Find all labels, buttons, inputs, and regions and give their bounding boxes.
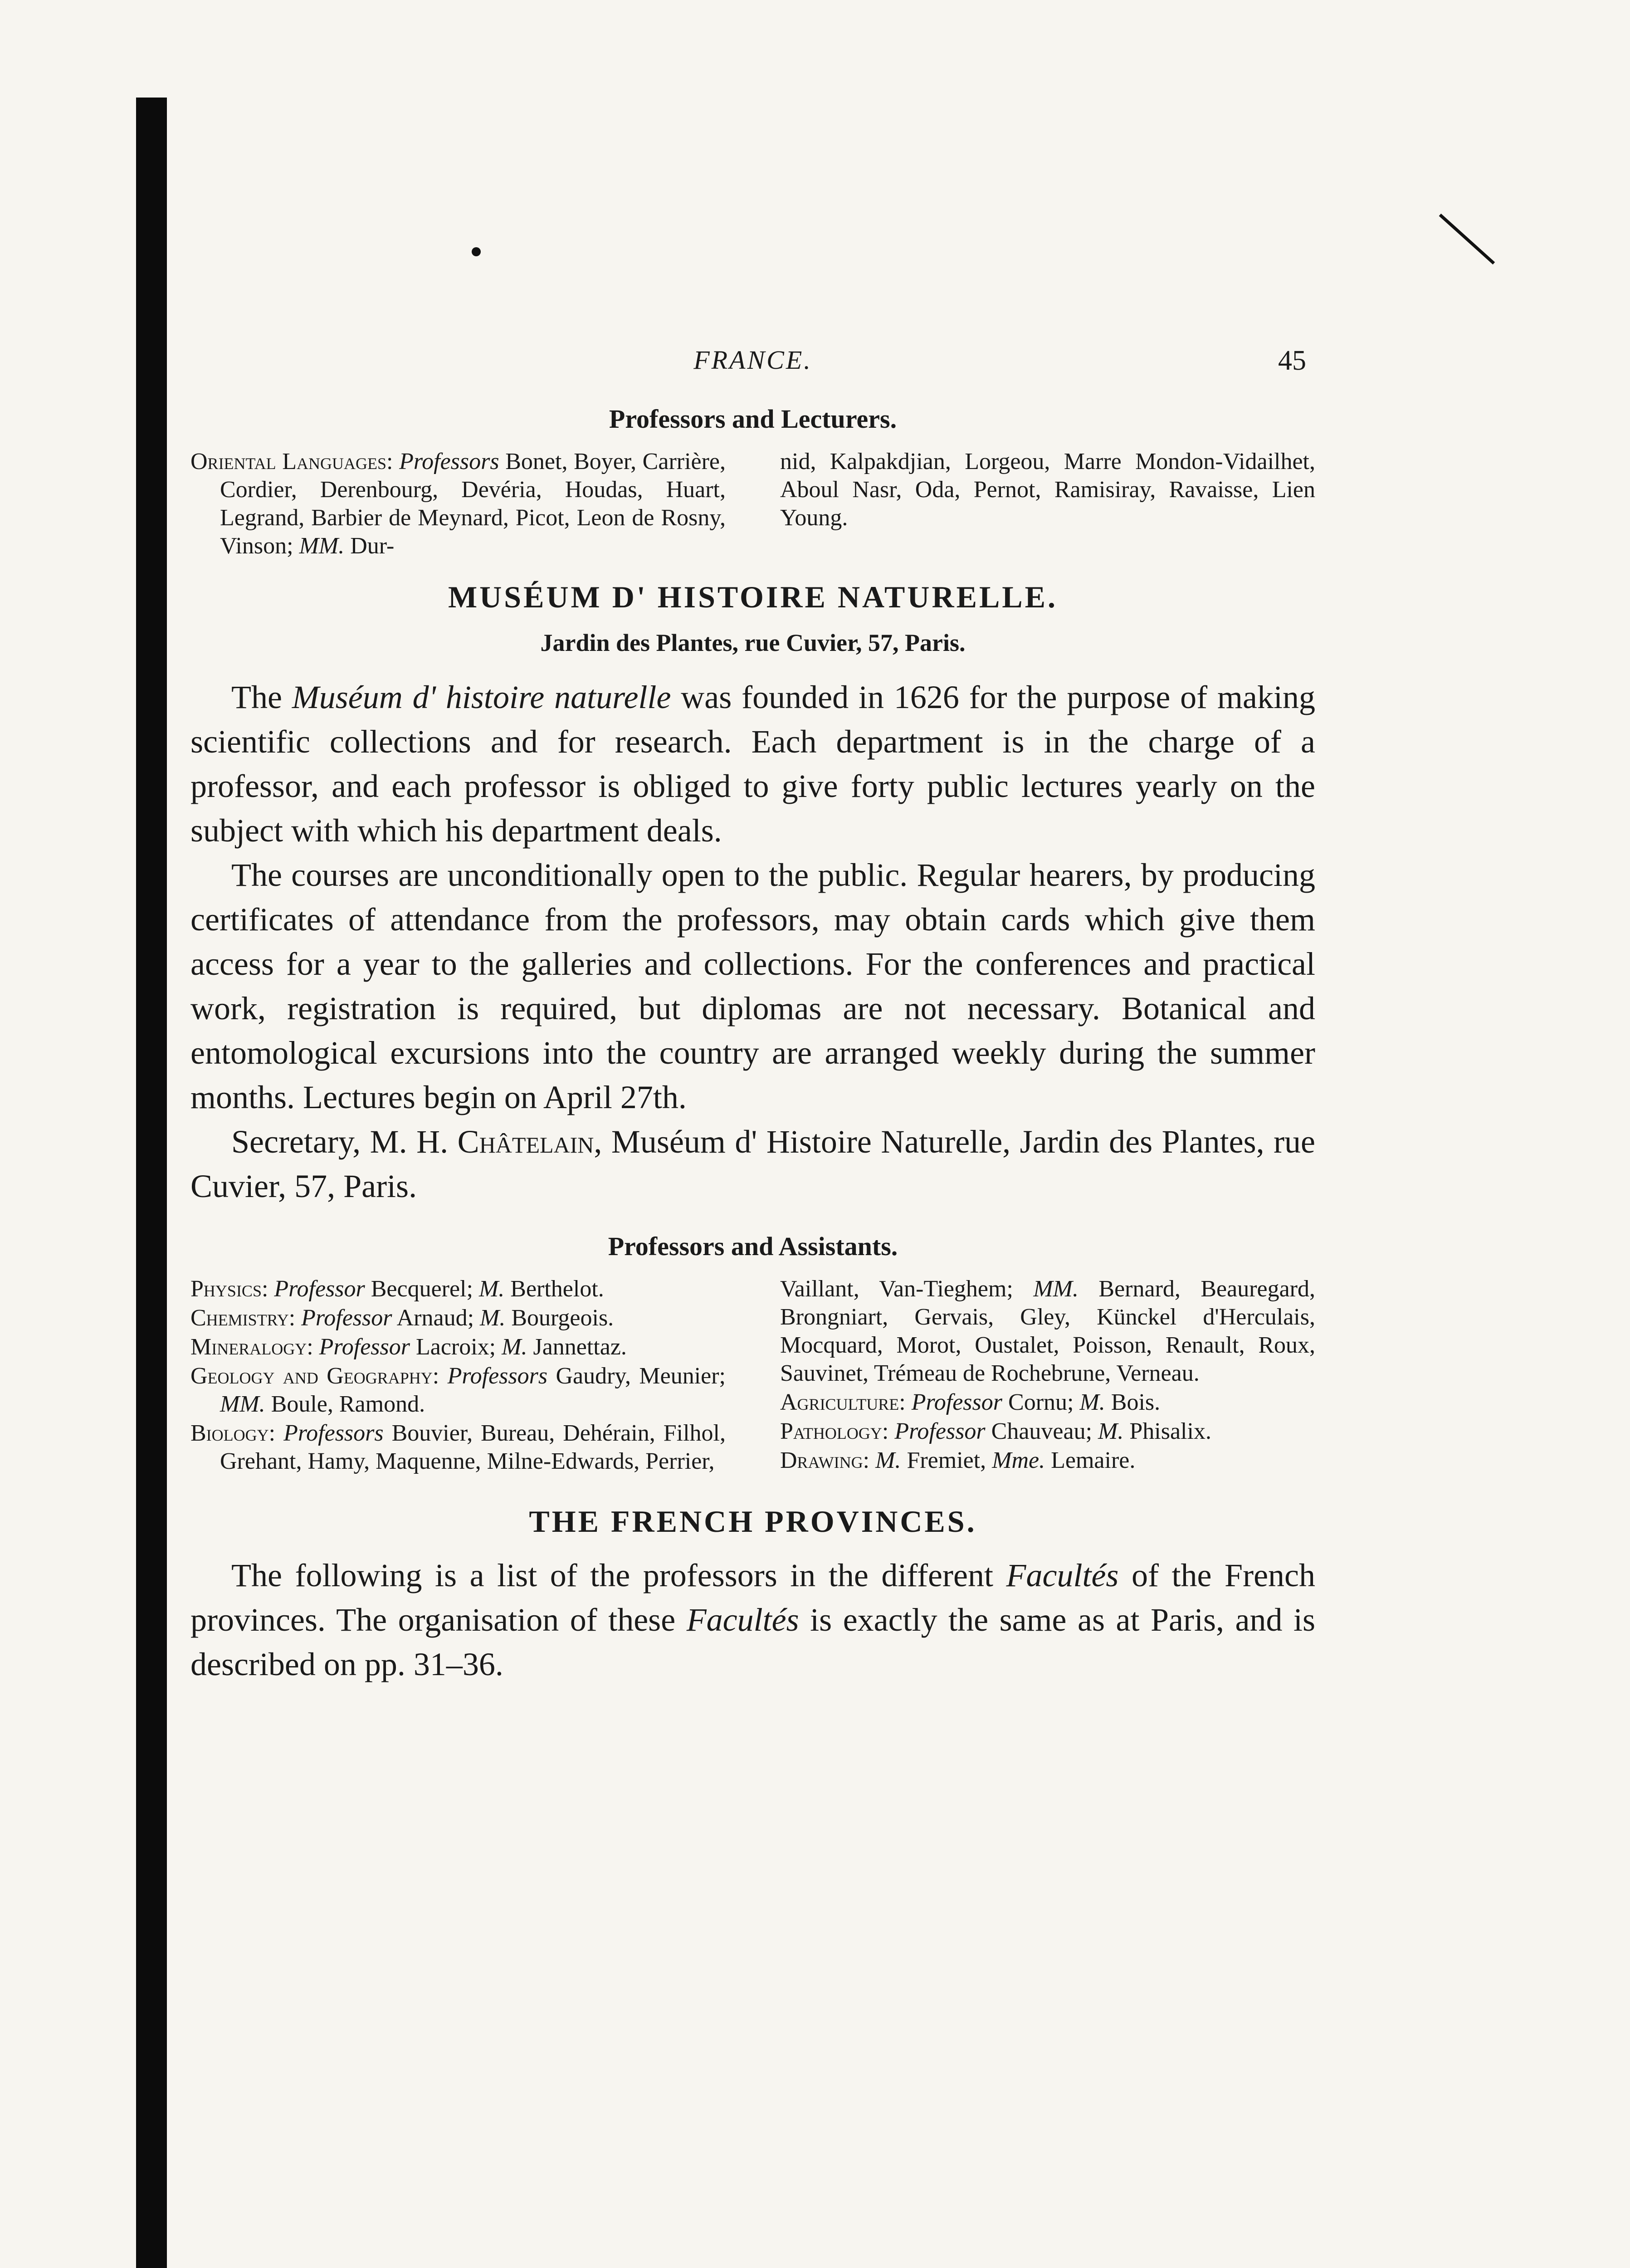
museum-address: Jardin des Plantes, rue Cuvier, 57, Paris. xyxy=(540,629,966,656)
assistants-columns xyxy=(190,1275,1315,1476)
entry-names: Lemaire. xyxy=(1051,1447,1136,1473)
department-entry: Geology and Geography: Professors Gaudry, Meunier; MM. Boule, Ramond. xyxy=(190,1363,726,1417)
field-name: Agriculture xyxy=(780,1389,899,1415)
role-label: Professors xyxy=(283,1420,384,1446)
department-entry: Drawing: M. Fremiet, Mme. Lemaire. xyxy=(780,1447,1136,1473)
role-label: MM. xyxy=(220,1391,265,1417)
department-entry: Pathology: Professor Chauveau; M. Phisalix. xyxy=(780,1418,1211,1444)
page-content xyxy=(190,345,1315,1686)
field-name: Pathology xyxy=(780,1418,882,1444)
entry-names: Chauveau; xyxy=(991,1418,1093,1444)
lecturer-entry-continued: nid, Kalpakdjian, Lorgeou, Marre Mondon-Vidailhet, Aboul Nasr, Oda, Pernot, Ramisiray, Ravaisse, Lien Young. xyxy=(780,449,1315,531)
field-name: Biology xyxy=(190,1420,269,1446)
lecturer-entry: Oriental Languages: Professors Bonet, Boyer, Carrière, Cordier, Derenbourg, Devéria, Houdas, Huart, Legrand, Barbier de Meynard, Picot, Leon de Rosny, Vinson; MM. Dur- xyxy=(190,449,726,559)
lecturers-left-column xyxy=(190,448,726,561)
role-label: Professors xyxy=(447,1363,548,1389)
department-entry: Mineralogy: Professor Lacroix; M. Jannettaz. xyxy=(190,1334,627,1360)
paragraph-text: Secretary, M. H. xyxy=(231,1124,449,1160)
ink-speck xyxy=(472,247,481,256)
page-number: 45 xyxy=(1278,345,1306,376)
assistants-right-column xyxy=(780,1275,1315,1476)
section-heading-assistants: Professors and Assistants. xyxy=(608,1232,898,1261)
entry-names: Fremiet, xyxy=(907,1447,986,1473)
role-label: M. xyxy=(1079,1389,1105,1415)
running-head xyxy=(190,345,1315,399)
paragraph-text: of the French provinces. The organisation of these xyxy=(190,1557,1315,1638)
role-label: Professor xyxy=(894,1418,986,1444)
field-name: Drawing xyxy=(780,1447,863,1473)
field-name: Physics xyxy=(190,1276,262,1302)
provinces-heading: THE FRENCH PROVINCES. xyxy=(529,1504,977,1539)
assistants-left-column xyxy=(190,1275,726,1476)
entry-names: Bouvier, Bureau, Dehérain, Filhol, Grehant, Hamy, Maquenne, Milne-Edwards, Perrier, xyxy=(220,1420,726,1474)
role-label: Mme. xyxy=(992,1447,1045,1473)
role-label: Professor xyxy=(911,1389,1003,1415)
entry-names: Bois. xyxy=(1111,1389,1161,1415)
entry-names: Bernard, Beauregard, Brongniart, Gervais, Gley, Künckel d'Herculais, Mocquard, Morot, Oustalet, Poisson, Renault, Roux, Sauvinet, Trémeau de Rochebrune, Verneau. xyxy=(780,1276,1315,1386)
role-label: M. xyxy=(502,1334,527,1360)
paragraph-text: The following is a list of the professors in the different xyxy=(231,1557,993,1593)
paragraph-text: , Muséum d' Histoire Naturelle, Jardin des Plantes, rue Cuvier, 57, Paris. xyxy=(190,1124,1316,1204)
lecturers-right-column xyxy=(780,448,1315,561)
entry-names: Boule, Ramond. xyxy=(271,1391,425,1417)
entry-names: Jannettaz. xyxy=(533,1334,627,1360)
running-title: FRANCE. xyxy=(693,345,812,375)
entry-names: Gaudry, Meunier; xyxy=(556,1363,726,1389)
entry-names: Lacroix; xyxy=(415,1334,496,1360)
role-label: Professor xyxy=(319,1334,410,1360)
role-label: MM. xyxy=(299,533,345,559)
entry-names: Arnaud; xyxy=(396,1305,474,1331)
museum-paragraph-3 xyxy=(190,1119,1315,1208)
department-entry: Physics: Professor Becquerel; M. Berthelot. xyxy=(190,1276,604,1302)
role-label: M. xyxy=(1098,1418,1124,1444)
role-label: M. xyxy=(478,1276,505,1302)
secretary-name: Châtelain xyxy=(457,1124,594,1160)
role-label: Professors xyxy=(399,449,499,474)
role-label: M. xyxy=(875,1447,901,1473)
museum-paragraph-1 xyxy=(190,675,1315,853)
role-label: Professor xyxy=(274,1276,365,1302)
entry-names: Dur- xyxy=(350,533,395,559)
provinces-paragraph xyxy=(190,1553,1315,1686)
margin-stroke xyxy=(1439,214,1495,264)
field-name: Oriental Languages xyxy=(190,449,387,474)
lecturers-columns xyxy=(190,448,1315,561)
department-entry: Biology: Professors Bouvier, Bureau, Dehérain, Filhol, Grehant, Hamy, Maquenne, Milne-Edwards, Perrier, xyxy=(190,1420,726,1474)
role-label: M. xyxy=(480,1305,506,1331)
section-heading-lecturers: Professors and Lecturers. xyxy=(609,404,897,434)
paragraph-italic: Facultés xyxy=(1006,1557,1119,1593)
department-entry: Chemistry: Professor Arnaud; M. Bourgeois. xyxy=(190,1305,614,1331)
entry-names: Becquerel; xyxy=(371,1276,473,1302)
entry-names: Bonet, Boyer, Carrière, Cordier, Derenbourg, Devéria, Houdas, Huart, Legrand, Barbier de Meynard, Picot, Leon de Rosny, Vinson; xyxy=(220,449,726,559)
field-name: Mineralogy xyxy=(190,1334,307,1360)
entry-names: Berthelot. xyxy=(510,1276,604,1302)
paragraph-italic: Muséum d' histoire naturelle xyxy=(292,679,671,715)
department-entry-continued xyxy=(780,1275,1315,1388)
page-spine-shadow xyxy=(136,98,167,2268)
paragraph-text: was founded in 1626 for the purpose of making scientific collections and for research. Each department is in the charge of a professor, and each professor is obliged to give forty public lectures yearly on the subject with which his department deals. xyxy=(190,679,1315,849)
field-name: Geology and Geography xyxy=(190,1363,433,1389)
paragraph-text: is exactly the same as at Paris, and is described on pp. 31–36. xyxy=(190,1602,1316,1682)
department-entry: Agriculture: Professor Cornu; M. Bois. xyxy=(780,1389,1161,1415)
entry-names: Vaillant, Van-Tieghem; xyxy=(780,1276,1013,1302)
entry-names: Cornu; xyxy=(1008,1389,1074,1415)
museum-heading: MUSÉUM D' HISTOIRE NATURELLE. xyxy=(448,580,1058,614)
entry-names: Phisalix. xyxy=(1129,1418,1211,1444)
museum-paragraph-2: The courses are unconditionally open to the public. Regular hearers, by producing certificates of attendance from the professors, may obtain cards which give them access for a year to the galleries and collections. For the conferences and practical work, registration is required, but diplomas are not necessary. Botanical and entomological excursions into the country are arranged weekly during the summer months. Lectures begin on April 27th. xyxy=(190,857,1315,1115)
paragraph-text: The xyxy=(231,679,282,715)
field-name: Chemistry xyxy=(190,1305,289,1331)
entry-names: Bourgeois. xyxy=(511,1305,614,1331)
role-label: MM. xyxy=(1033,1276,1079,1302)
paragraph-italic: Facultés xyxy=(686,1602,799,1638)
role-label: Professor xyxy=(301,1305,392,1331)
